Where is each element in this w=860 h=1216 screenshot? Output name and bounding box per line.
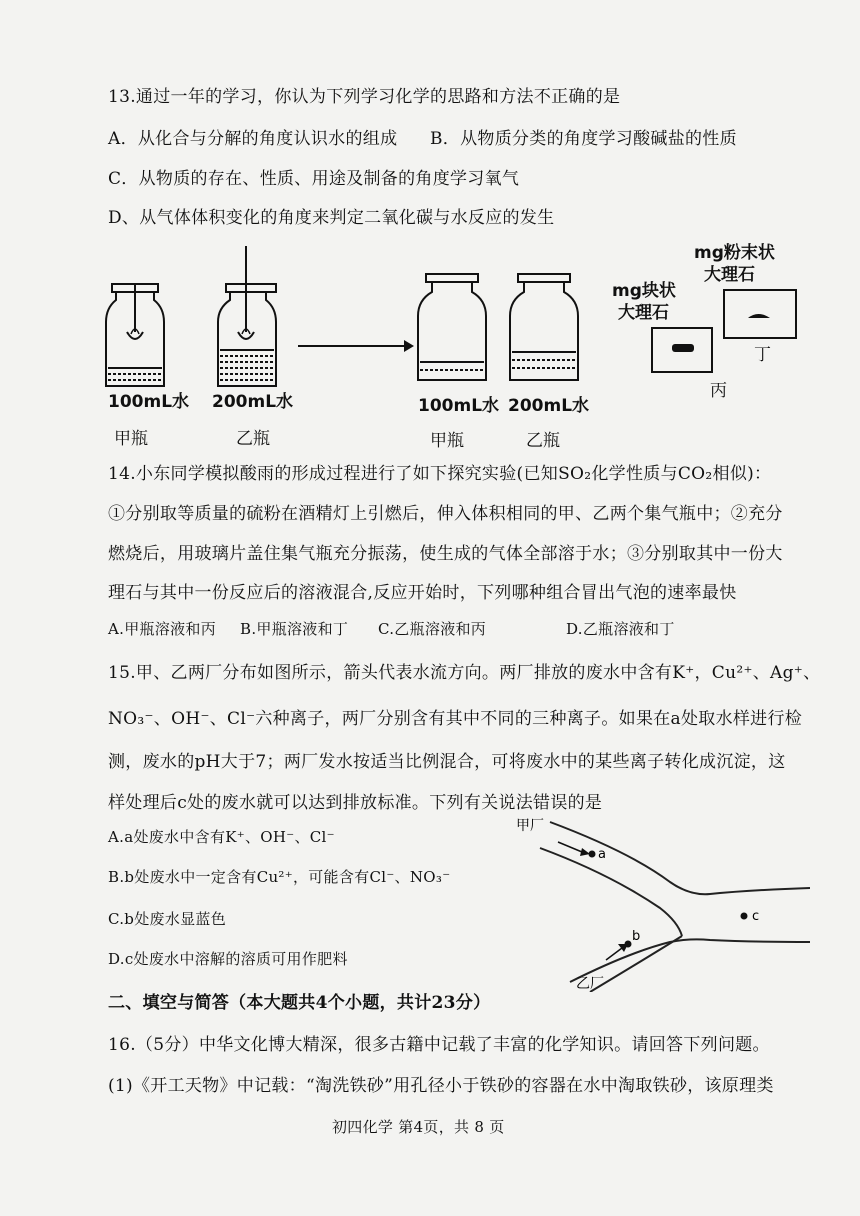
bottle2-name-label: 乙瓶: [236, 429, 270, 449]
q14-line-1: 14.小东同学模拟酸雨的形成过程进行了如下探究实验(已知SO₂化学性质与CO₂相似)：: [108, 464, 772, 484]
q15-line-4: 样处理后c处的废水就可以达到排放标准。下列有关说法错误的是: [108, 793, 603, 813]
box-bing-label: 丙: [710, 381, 727, 401]
q14-option-c: C.乙瓶溶液和丙: [378, 620, 487, 638]
box-bing-block-marble: [652, 328, 712, 372]
bottle4-name-label: 乙瓶: [526, 431, 560, 451]
block-marble-label-2: 大理石: [618, 303, 669, 323]
flow-arrow-a: [558, 842, 590, 856]
process-arrow: [298, 340, 414, 352]
q15-option-b: B.b处废水中一定含有Cu²⁺，可能含有Cl⁻、NO₃⁻: [108, 868, 451, 886]
box-ding-powder-marble: [724, 290, 796, 338]
bottle4-volume-label: 200mL水: [508, 396, 590, 416]
map-label-yi: 乙厂: [576, 976, 604, 992]
q16-line-2: (1)《开工天物》中记载：“淘洗铁砂”用孔径小于铁砂的容器在水中淘取铁砂，该原理类: [108, 1076, 774, 1096]
q15-option-d: D.c处废水中溶解的溶质可用作肥料: [108, 950, 348, 968]
section2-heading: 二、填空与简答（本大题共4个小题，共计23分）: [108, 993, 491, 1013]
point-a-dot: [589, 851, 596, 858]
q13-option-d: D、从气体体积变化的角度来判定二氧化碳与水反应的发生: [108, 208, 555, 228]
q14-line-3: 燃烧后，用玻璃片盖住集气瓶充分振荡，使生成的气体全部溶于水；③分别取其中一份大: [108, 544, 783, 564]
page-footer: 初四化学 第4页，共 8 页: [332, 1118, 505, 1136]
q14-option-d: D.乙瓶溶液和丁: [566, 620, 675, 638]
point-c-dot: [741, 913, 748, 920]
bottle-jia-covered: [418, 274, 486, 380]
q14-option-b: B.甲瓶溶液和丁: [240, 620, 349, 638]
bottle2-volume-label: 200mL水: [212, 392, 294, 412]
q15-line-1: 15.甲、乙两厂分布如图所示，箭头代表水流方向。两厂排放的废水中含有K⁺，Cu²⁺、Ag⁺、: [108, 663, 821, 683]
bottle3-volume-label: 100mL水: [418, 396, 500, 416]
block-marble-label-1: mg块状: [612, 281, 676, 301]
q15-line-2: NO₃⁻、OH⁻、Cl⁻六种离子，两厂分别含有其中不同的三种离子。如果在a处取水样进行检: [108, 709, 803, 729]
q15-line-3: 测，废水的pH大于7；两厂发水按适当比例混合，可将废水中的某些离子转化成沉淀，这: [108, 752, 786, 772]
factory-river-map: [510, 812, 810, 992]
bottle1-volume-label: 100mL水: [108, 392, 190, 412]
q14-line-4: 理石与其中一份反应后的溶液混合,反应开始时，下列哪种组合冒出气泡的速率最快: [108, 583, 737, 603]
bottle-yi-covered: [510, 274, 578, 380]
q13-option-c: C．从物质的存在、性质、用途及制备的角度学习氧气: [108, 169, 520, 189]
q15-option-a: A.a处废水中含有K⁺、OH⁻、Cl⁻: [108, 828, 335, 846]
bottle-jia-with-spoon: [106, 284, 164, 386]
map-label-b: b: [632, 929, 641, 944]
box-ding-label: 丁: [754, 345, 771, 365]
map-label-jia: 甲厂: [516, 818, 544, 834]
point-b-dot: [625, 941, 632, 948]
q16-line-1: 16.（5分）中华文化博大精深，很多古籍中记载了丰富的化学知识。请回答下列问题。: [108, 1035, 770, 1055]
q13-option-b: B．从物质分类的角度学习酸碱盐的性质: [430, 129, 737, 149]
q13-option-a: A．从化合与分解的角度认识水的组成: [108, 129, 398, 149]
q13-stem: 13.通过一年的学习，你认为下列学习化学的思路和方法不正确的是: [108, 87, 621, 107]
bottle1-name-label: 甲瓶: [114, 429, 148, 449]
powder-marble-label-1: mg粉末状: [694, 243, 775, 263]
map-label-a: a: [598, 847, 606, 862]
q14-option-a: A.甲瓶溶液和丙: [108, 620, 217, 638]
q14-line-2: ①分别取等质量的硫粉在酒精灯上引燃后，伸入体积相同的甲、乙两个集气瓶中；②充分: [108, 504, 783, 524]
bottle3-name-label: 甲瓶: [430, 431, 464, 451]
map-label-c: c: [752, 909, 760, 924]
bottle-yi-with-spoon: [218, 246, 276, 386]
q15-option-c: C.b处废水显蓝色: [108, 910, 227, 928]
powder-marble-label-2: 大理石: [704, 265, 755, 285]
